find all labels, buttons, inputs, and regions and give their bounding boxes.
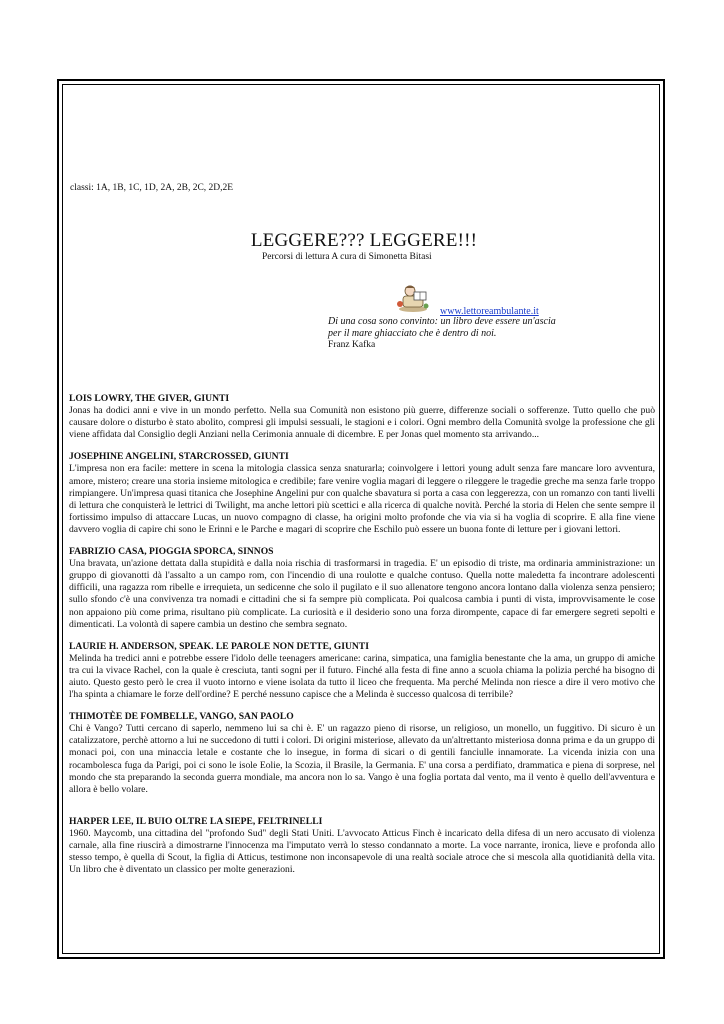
book-entry	[69, 641, 655, 701]
book-description: Una bravata, un'azione dettata dalla stupidità e dalla noia rischia di trasformarsi in tragedia. E' un episodio di triste, ma ordinaria amministrazione: un gruppo di giovanotti dà l'assalto a un campo rom, con l'incendio di una roulotte e qualche contuso. Quella notte maledetta fa incontrare adolescenti difficili, una ragazza rom ribelle e irrequieta, un sedicenne che solo il pugilato e il suo allenatore tengono ancora lontano dalla violenza senza pensiero; sullo sfondo c'è una convivenza tra nomadi e cittadini che si fa sempre più complicata. Poi qualcosa cambia i punti di vista, improvvisamente le cose non appaiono più come prima, risultano più complicate. La curiosità e il desiderio sono una forza dirompente, capace di far emergere segreti sepolti e dimenticati. La volontà di sapere cambia un destino che sembra segnato.	[69, 558, 655, 630]
class-list: classi: 1A, 1B, 1C, 1D, 2A, 2B, 2C, 2D,2E	[70, 183, 234, 193]
book-heading: LOIS LOWRY, THE GIVER, GIUNTI	[69, 393, 230, 404]
reader-mascot-icon	[394, 282, 432, 314]
book-entry	[69, 451, 655, 536]
book-description: Melinda ha tredici anni e potrebbe essere l'idolo delle teenagers americane: carina, simpatica, una famiglia benestante che la ama, un gruppo di amiche tra cui la vivace Rachel, con la quale è cresciuta, tanti sogni per il futuro. Finché alla festa di fine anno a scuola chiama la polizia perché ha bisogno di aiuto. Questo gesto però le crea il vuoto intorno e viene isolata da tutto il liceo che frequenta. Ma perché Melinda non riesce a dire il vero motivo che l'ha spinta a chiamare le forze dell'ordine? E perché nessuno capisce che a Melinda è successo qualcosa di terribile?	[69, 652, 655, 701]
book-heading: HARPER LEE, IL BUIO OLTRE LA SIEPE, FELTRINELLI	[69, 815, 323, 827]
quote-author: Franz Kafka	[328, 340, 376, 350]
book-entry	[69, 393, 655, 441]
quote-line: per il mare ghiacciato che è dentro di noi.	[328, 327, 497, 339]
book-heading: LAURIE H. ANDERSON, SPEAK. LE PAROLE NON DETTE, GIUNTI	[69, 640, 369, 652]
book-heading: JOSEPHINE ANGELINI, STARCROSSED, GIUNTI	[69, 451, 289, 463]
quote-line: Di una cosa sono convinto: un libro deve essere un'ascia	[328, 316, 556, 327]
book-heading: FABRIZIO CASA, PIOGGIA SPORCA, SINNOS	[69, 546, 274, 558]
book-list	[69, 393, 655, 886]
book-entry	[69, 816, 655, 876]
website-link[interactable]: www.lettoreambulante.it	[440, 306, 539, 317]
book-heading: THIMOTÈE DE FOMBELLE, VANGO, SAN PAOLO	[69, 711, 294, 723]
page-subtitle: Percorsi di lettura A cura di Simonetta Bitasi	[262, 252, 432, 262]
book-entry	[69, 546, 655, 631]
book-description: L'impresa non era facile: mettere in scena la mitologia classica senza snaturarla; coinvolgere i lettori young adult senza fare mancare loro avventura, amore, mistero; creare una storia insieme mitologica e credibile; fare venire voglia magari di leggere o rileggere le tragedie greche ma senza farle troppo rimpiangere. Un'impresa quasi titanica che Josephine Angelini pur con qualche sbavatura si porta a casa con leggerezza, con un romanzo con tanti livelli di lettura che conquisterà le lettrici di Twilight, ma anche lettori più scettici e alla ricerca di qualche novità. Perché la storia di Helen che sente sempre il fortissimo impulso di attaccare Lucas, un nuovo compagno di classe, ha origini molto profonde che via via si ha voglia di scoprire. E alla fine viene davvero voglia di capire chi sono le Erinni e le Parche e magari di scoprire che Eschilo può essere un buona fonte di letture per i giovani lettori.	[69, 463, 656, 535]
book-entry	[69, 711, 655, 796]
page-title: LEGGERE??? LEGGERE!!!	[250, 230, 478, 251]
kafka-quote	[328, 316, 608, 339]
book-description: Jonas ha dodici anni e vive in un mondo perfetto. Nella sua Comunità non esistono più guerre, differenze sociali o sofferenze. Tutto quello che può causare dolore o disturbo è stato abolito, compresi gli impulsi sessuali, le stagioni e i colori. Ogni membro della Comunità svolge la professione che gli viene affidata dal Consiglio degli Anziani nella Cerimonia annuale di dicembre. E per Jonas quel momento sta arrivando...	[69, 405, 655, 441]
book-description: Chi è Vango? Tutti cercano di saperlo, nemmeno lui sa chi è. E' un ragazzo pieno di risorse, un religioso, un monello, un fuggitivo. Di sicuro è un catalizzatore, perchè attorno a lui ne succedono di tutti i colori. Di origini misteriose, allevato da un'altrettanto misteriosa donna prima e da un gruppo di monaci poi, con una minaccia letale e costante che lo insegue, in forma di sicari o di gentili fanciulle innamorate. La vicenda inizia con una rocambolesca fuga da Parigi, poi ci sono le isole Eolie, la Scozia, il Brasile, la Germania. E' una corsa a perdifiato, drammatica e piena di sorprese, nel mondo che sta preparando la seconda guerra mondiale, ma ancora non lo sa. Vango è una foglia portata dal vento, ma il vento è quello dell'avventura e allora è bello volare.	[69, 723, 655, 795]
book-description: 1960. Maycomb, una cittadina del "profondo Sud" degli Stati Uniti. L'avvocato Atticus Finch è incaricato della difesa di un nero accusato di violenza carnale, alla fine riuscirà a dimostrarne l'innocenza ma l'imputato verrà lo stesso condannato a morte. La voce narrante, ironica, lieve e profonda allo stesso tempo, è quella di Scout, la figlia di Atticus, testimone non inconsapevole di una realtà sociale atroce che si mescola alla quotidianità della vita. Un libro che è diventato un classico per molte generazioni.	[69, 827, 655, 876]
